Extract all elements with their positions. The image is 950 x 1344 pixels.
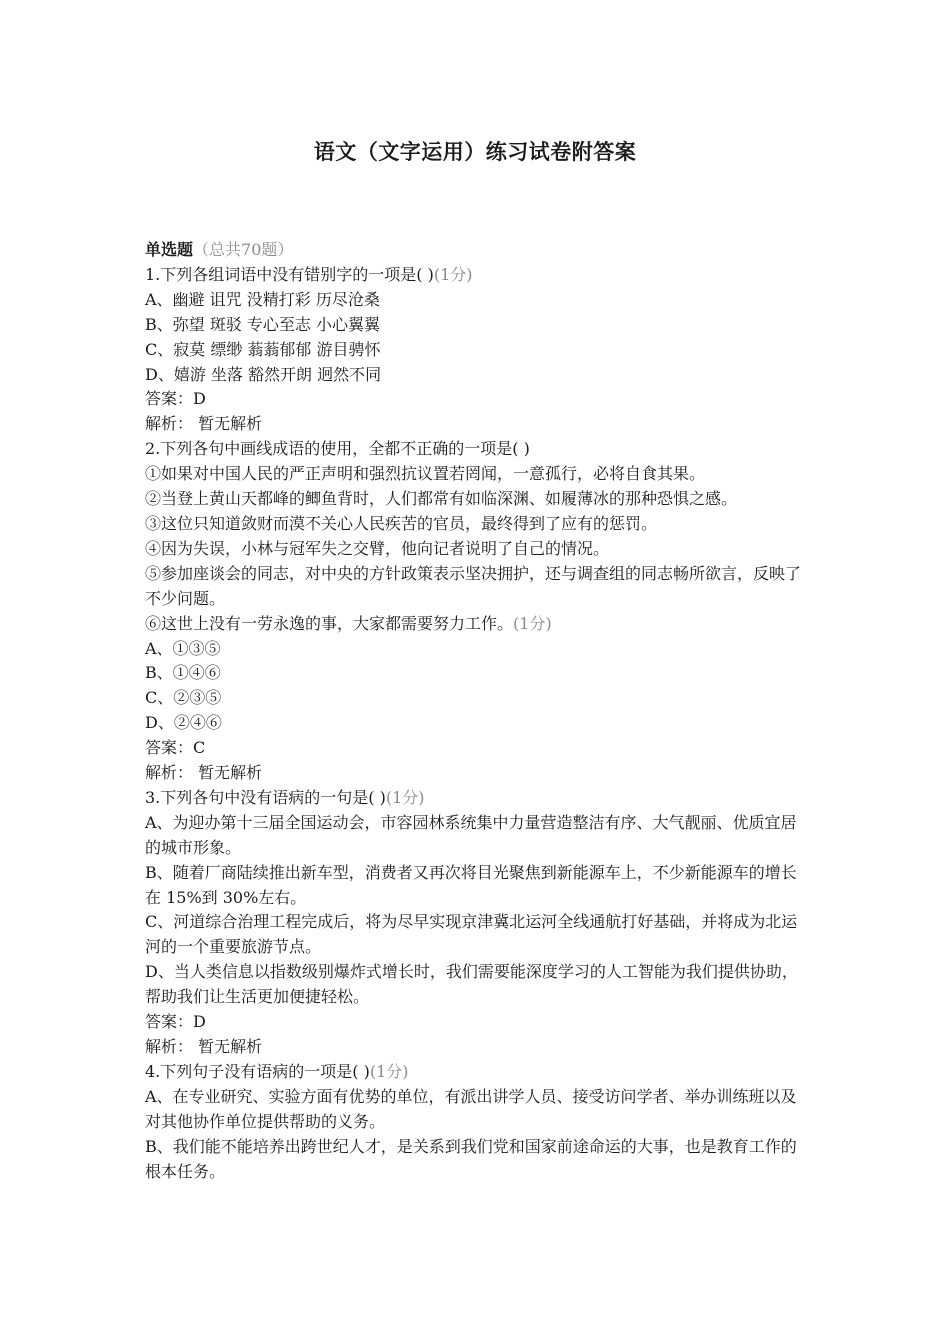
question-text: 2.下列各句中画线成语的使用，全都不正确的一项是( ) <box>145 439 530 459</box>
question-block <box>145 786 810 1060</box>
answer-key: 答案：D <box>145 389 206 409</box>
answer-option: B、①④⑥ <box>145 663 221 683</box>
statement-text: ②当登上黄山天都峰的鲫鱼背时，人们都常有如临深渊、如履薄冰的那种恐惧之感。 <box>145 489 738 509</box>
question-count: （总共70题） <box>193 240 294 259</box>
answer-option: A、①③⑤ <box>145 638 221 658</box>
document-body <box>145 238 810 1184</box>
question-stem <box>145 437 810 462</box>
answer-option: B、随着厂商陆续推出新车型，消费者又再次将目光聚焦到新能源车上，不少新能源车的增长在 15%到 30%左右。 <box>145 862 797 907</box>
question-score: (1分) <box>369 1061 409 1081</box>
answer-option: C、寂莫 缥缈 蓊蓊郁郁 游目骋怀 <box>145 339 381 359</box>
page-title: 语文（文字运用）练习试卷附答案 <box>313 140 637 164</box>
question-score: (1分) <box>385 787 425 807</box>
analysis-text: 解析： 暂无解析 <box>145 1037 263 1056</box>
answer-key: 答案：D <box>145 1012 206 1032</box>
question-text: 3.下列各句中没有语病的一句是( ) <box>145 787 386 807</box>
analysis-text: 解析： 暂无解析 <box>145 763 263 783</box>
analysis-text: 解析： 暂无解析 <box>145 414 263 434</box>
answer-option: D、当人类信息以指数级别爆炸式增长时，我们需要能深度学习的人工智能为我们提供协助，帮助我们让生活更加便捷轻松。 <box>145 962 798 1007</box>
question-stem <box>145 786 810 811</box>
answer-option: B、弥望 斑驳 专心至志 小心翼翼 <box>145 314 381 334</box>
question-statement <box>145 612 810 637</box>
question-list <box>145 263 810 1185</box>
question-block <box>145 437 810 786</box>
question-statement <box>145 512 810 537</box>
question-block <box>145 263 810 437</box>
answer-option: C、②③⑤ <box>145 688 222 708</box>
answer-option: D、嬉游 坐落 豁然开朗 迥然不同 <box>145 364 382 384</box>
question-statement <box>145 462 810 487</box>
question-block <box>145 1060 810 1185</box>
statement-text: ③这位只知道敛财而漠不关心人民疾苦的官员，最终得到了应有的惩罚。 <box>145 513 658 533</box>
question-text: 1.下列各组词语中没有错别字的一项是( ) <box>145 264 434 284</box>
question-stem <box>145 1060 810 1085</box>
section-heading: 单选题 <box>145 240 194 259</box>
question-stem <box>145 263 810 288</box>
question-statement <box>145 562 810 612</box>
statement-text: ⑥这世上没有一劳永逸的事，大家都需要努力工作。 <box>145 613 514 633</box>
section-header <box>145 238 810 263</box>
statement-text: ⑤参加座谈会的同志，对中央的方针政策表示坚决拥护，还与调查组的同志畅所欲言，反映了不少问题。 <box>145 563 802 608</box>
statement-text: ④因为失误，小林与冠军失之交臂，他向记者说明了自己的情况。 <box>145 538 610 558</box>
question-statement <box>145 537 810 562</box>
question-score: (1分) <box>513 613 552 633</box>
question-text: 4.下列句子没有语病的一项是( ) <box>145 1061 370 1081</box>
answer-option: C、河道综合治理工程完成后，将为尽早实现京津冀北运河全线通航打好基础，并将成为北运河的一个重要旅游节点。 <box>145 912 798 957</box>
question-statement <box>145 487 810 512</box>
answer-key: 答案：C <box>145 738 206 758</box>
question-score: (1分) <box>433 264 473 284</box>
answer-option: D、②④⑥ <box>145 713 222 733</box>
answer-option: A、幽避 诅咒 没精打彩 历尽沧桑 <box>145 289 380 309</box>
answer-option: B、我们能不能培养出跨世纪人才，是关系到我们党和国家前途命运的大事，也是教育工作的根本任务。 <box>145 1136 797 1181</box>
answer-option: A、在专业研究、实验方面有优势的单位，有派出讲学人员、接受访问学者、举办训练班以及对其他协作单位提供帮助的义务。 <box>145 1086 797 1131</box>
answer-option: A、为迎办第十三届全国运动会，市容园林系统集中力量营造整洁有序、大气靓丽、优质宜居的城市形象。 <box>145 812 797 857</box>
statement-text: ①如果对中国人民的严正声明和强烈抗议置若罔闻，一意孤行，必将自食其果。 <box>145 464 706 484</box>
